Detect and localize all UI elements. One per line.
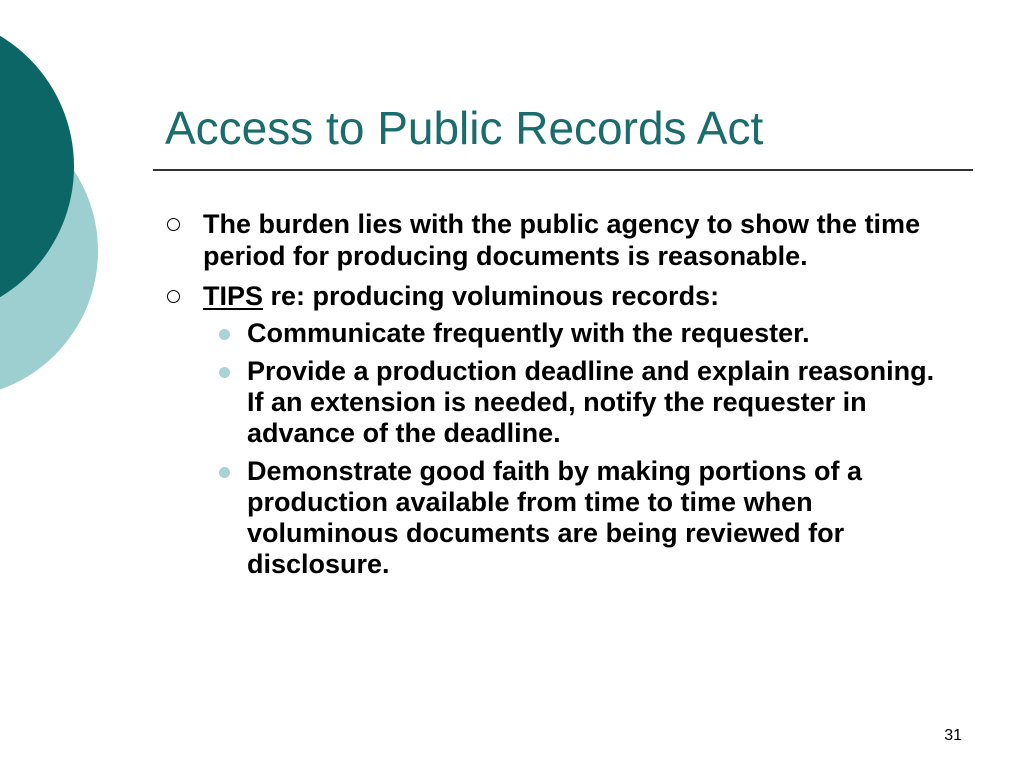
bullet-text: The burden lies with the public agency to show the time period for producing documents is reasonable. xyxy=(203,209,921,271)
sub-bullet-item-good-faith xyxy=(203,456,950,580)
filled-dot-bullet-icon xyxy=(219,367,230,378)
sub-bullet-list xyxy=(203,318,950,580)
hollow-circle-bullet-icon xyxy=(167,218,180,231)
slide-title: Access to Public Records Act xyxy=(165,102,764,154)
tips-label: TIPS xyxy=(203,281,264,311)
slide-number: 31 xyxy=(944,727,962,744)
bullet-list xyxy=(160,208,950,588)
bullet-item-tips xyxy=(160,280,950,580)
sub-bullet-text: Demonstrate good faith by making portions of a production available from time to time when voluminous documents are being reviewed for disclosure. xyxy=(247,456,863,579)
sub-bullet-item-communicate xyxy=(203,318,950,349)
hollow-circle-bullet-icon xyxy=(167,290,180,303)
bullet-text: re: producing voluminous records: xyxy=(263,281,720,311)
sub-bullet-text: Communicate frequently with the requester. xyxy=(247,318,810,348)
sub-bullet-item-deadline xyxy=(203,356,950,449)
sub-bullet-text: Provide a production deadline and explain reasoning. If an extension is needed, notify the requester in advance of the deadline. xyxy=(247,356,935,448)
title-divider xyxy=(153,169,973,171)
filled-dot-bullet-icon xyxy=(219,467,230,478)
bullet-item-burden xyxy=(160,208,950,272)
filled-dot-bullet-icon xyxy=(219,329,230,340)
